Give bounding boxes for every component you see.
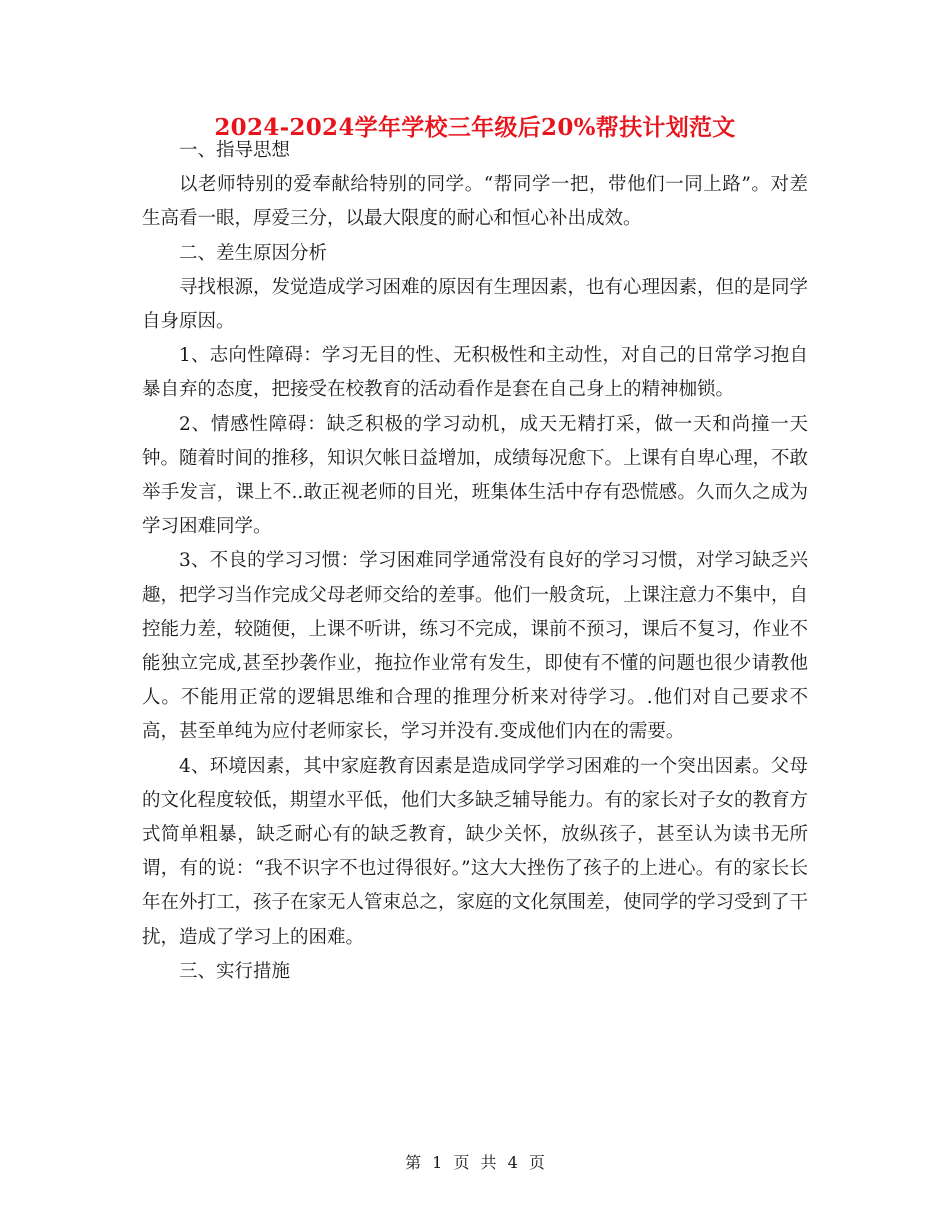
page-number-footer: 第 1 页 共 4 页 [405, 1153, 545, 1172]
paragraph-bad-habits: 3、不良的学习习惯：学习困难同学通常没有良好的学习习惯，对学习缺乏兴趣，把学习当作完成父母老师交给的差事。他们一般贪玩，上课注意力不集中，自控能力差，较随便，上课不听讲，练习不完成，课前不预习，课后不复习，作业不能独立完成,甚至抄袭作业，拖拉作业常有发生，即使有不懂的问题也很少请教他人。不能用正常的逻辑思维和合理的推理分析来对待学习。.他们对自己要求不高，甚至单纯为应付老师家长，学习并没有.变成他们内在的需要。 [142, 550, 809, 743]
paragraph-emotional-obstacle: 2、情感性障碍：缺乏积极的学习动机，成天无精打采，做一天和尚撞一天钟。随着时间的推移，知识欠帐日益增加，成绩每况愈下。上课有自卑心理，不敢举手发言，课上不..敢正视老师的目光，班集体生活中存有恐慌感。久而久之成为学习困难同学。 [142, 413, 809, 538]
paragraph-guiding-thought: 以老师特别的爱奉献给特别的同学。“帮同学一把，带他们一同上路”。对差生高看一眼，厚爱三分，以最大限度的耐心和恒心补出成效。 [142, 174, 808, 230]
paragraph-motivation-obstacle: 1、志向性障碍：学习无目的性、无积极性和主动性，对自己的日常学习抱自暴自弃的态度，把接受在校教育的活动看作是套在自己身上的精神枷锁。 [142, 345, 808, 401]
section-heading-guiding-thought: 一、指导思想 [179, 140, 291, 161]
section-heading-cause-analysis: 二、差生原因分析 [179, 242, 328, 264]
document-title: 2024-2024学年学校三年级后20%帮扶计划范文 [214, 114, 736, 141]
document-body [142, 134, 808, 989]
paragraph-cause-overview: 寻找根源，发觉造成学习困难的原因有生理因素，也有心理因素，但的是同学自身原因。 [142, 276, 809, 333]
section-heading-measures: 三、实行措施 [179, 960, 291, 982]
paragraph-environment-factors: 4、环境因素，其中家庭教育因素是造成同学学习困难的一个突出因素。父母的文化程度较低，期望水平低，他们大多缺乏辅导能力。有的家长对子女的教育方式简单粗暴，缺乏耐心有的缺乏教育，缺少关怀，放纵孩子，甚至认为读书无所谓，有的说：“我不识字不也过得很好。”这大大挫伤了孩子的上进心。有的家长长年在外打工，孩子在家无人管束总之，家庭的文化氛围差，使同学的学习受到了干扰，造成了学习上的困难。 [142, 755, 809, 948]
